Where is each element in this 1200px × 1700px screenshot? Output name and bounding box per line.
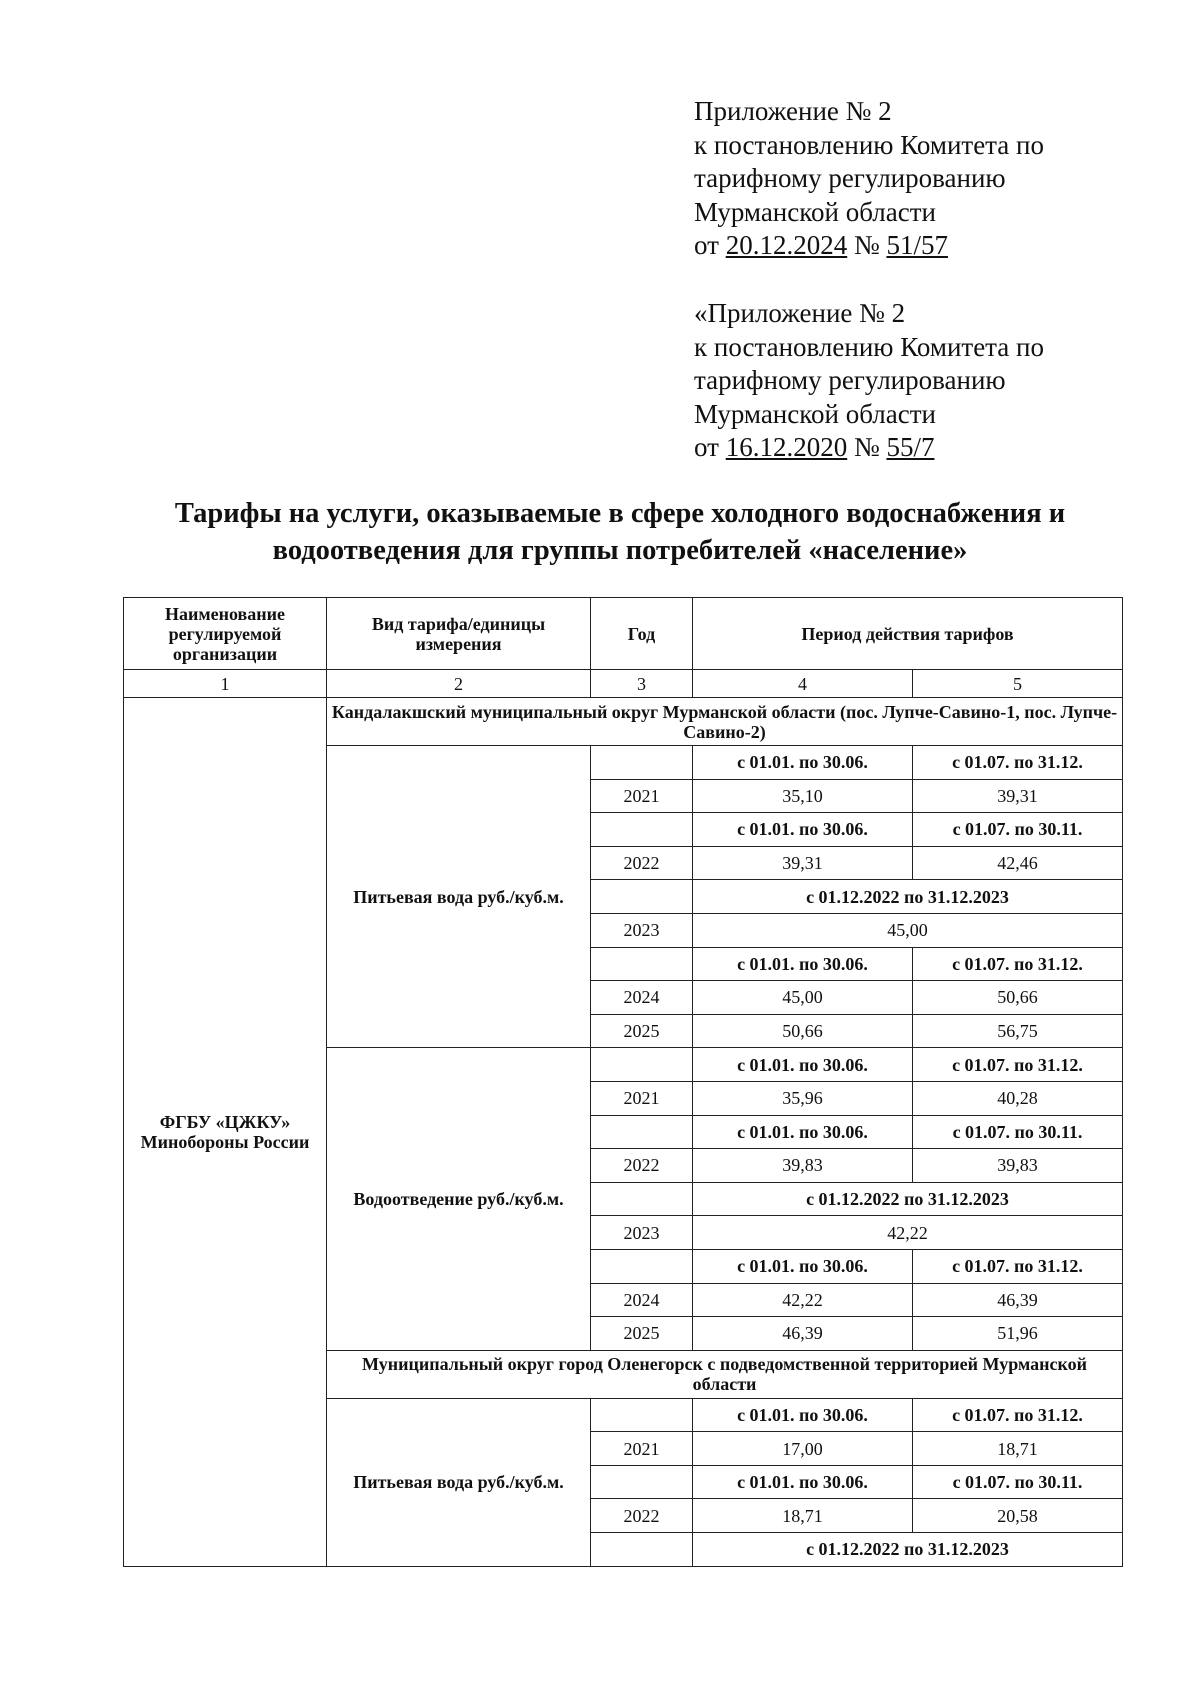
tariff-value: 42,22 bbox=[693, 1216, 1123, 1250]
tariff-value: 56,75 bbox=[913, 1014, 1123, 1048]
title-line-2: водоотведения для группы потребителей «население» bbox=[272, 535, 968, 566]
decree-number: 51/57 bbox=[886, 230, 948, 260]
title-line-1: Тарифы на услуги, оказываемые в сфере холодного водоснабжения и bbox=[174, 498, 1066, 529]
organization-name: ФГБУ «ЦЖКУ» Минобороны России bbox=[124, 698, 327, 1567]
period-cell: с 01.12.2022 по 31.12.2023 bbox=[693, 1533, 1123, 1567]
tariff-value: 42,22 bbox=[693, 1283, 913, 1317]
tariff-value: 18,71 bbox=[693, 1499, 913, 1533]
service-name: Водоотведение руб./куб.м. bbox=[327, 1048, 591, 1350]
header-org: Наименование регулируемой организации bbox=[124, 598, 327, 670]
period-cell: с 01.07. по 31.12. bbox=[913, 1249, 1123, 1283]
period-cell: с 01.01. по 30.06. bbox=[693, 1398, 913, 1432]
year-cell bbox=[591, 813, 693, 847]
header-year: Год bbox=[591, 598, 693, 670]
service-name: Питьевая вода руб./куб.м. bbox=[327, 1398, 591, 1566]
period-cell: с 01.01. по 30.06. bbox=[693, 1465, 913, 1499]
column-number: 3 bbox=[591, 670, 693, 698]
appendix-date-line bbox=[694, 229, 1044, 263]
region-row bbox=[124, 698, 1123, 746]
tariff-value: 35,96 bbox=[693, 1081, 913, 1115]
year-cell: 2023 bbox=[591, 913, 693, 947]
appendix-line: к постановлению Комитета по bbox=[694, 331, 1044, 362]
appendix-header-current bbox=[694, 95, 1044, 263]
year-cell: 2021 bbox=[591, 779, 693, 813]
year-cell bbox=[591, 1249, 693, 1283]
year-cell: 2021 bbox=[591, 1432, 693, 1466]
period-cell: с 01.07. по 30.11. bbox=[913, 813, 1123, 847]
appendix-line: тарифному регулированию bbox=[694, 365, 1006, 395]
period-cell: с 01.07. по 31.12. bbox=[913, 1398, 1123, 1432]
appendix-line: Приложение № 2 bbox=[694, 96, 892, 126]
appendix-date-line bbox=[694, 431, 1044, 465]
period-cell: с 01.01. по 30.06. bbox=[693, 813, 913, 847]
year-cell bbox=[591, 1115, 693, 1149]
tariff-value: 40,28 bbox=[913, 1081, 1123, 1115]
column-number: 2 bbox=[327, 670, 591, 698]
tariff-table bbox=[123, 597, 1123, 1567]
tariff-value: 20,58 bbox=[913, 1499, 1123, 1533]
year-cell: 2024 bbox=[591, 981, 693, 1015]
column-number: 5 bbox=[913, 670, 1123, 698]
period-cell: с 01.01. по 30.06. bbox=[693, 746, 913, 780]
tariff-value: 39,83 bbox=[693, 1149, 913, 1183]
column-number-row bbox=[124, 670, 1123, 698]
appendix-line: к постановлению Комитета по bbox=[694, 129, 1044, 160]
year-cell bbox=[591, 880, 693, 914]
service-name: Питьевая вода руб./куб.м. bbox=[327, 746, 591, 1048]
year-cell: 2025 bbox=[591, 1317, 693, 1351]
appendix-line: Мурманской области bbox=[694, 196, 936, 227]
tariff-value: 45,00 bbox=[693, 981, 913, 1015]
year-cell: 2025 bbox=[591, 1014, 693, 1048]
tariff-value: 46,39 bbox=[693, 1317, 913, 1351]
period-cell: с 01.12.2022 по 31.12.2023 bbox=[693, 880, 1123, 914]
region-name: Кандалакшский муниципальный округ Мурманской области (пос. Лупче-Савино-1, пос. Лупче-Савино-2) bbox=[327, 698, 1123, 746]
column-number: 1 bbox=[124, 670, 327, 698]
tariff-value: 39,83 bbox=[913, 1149, 1123, 1183]
header-tariff-type: Вид тарифа/единицы измерения bbox=[327, 598, 591, 670]
tariff-value: 42,46 bbox=[913, 846, 1123, 880]
year-cell: 2023 bbox=[591, 1216, 693, 1250]
header-row bbox=[124, 598, 1123, 670]
year-cell bbox=[591, 1465, 693, 1499]
year-cell bbox=[591, 1533, 693, 1567]
year-cell: 2024 bbox=[591, 1283, 693, 1317]
tariff-value: 39,31 bbox=[693, 846, 913, 880]
document-title bbox=[120, 495, 1120, 569]
date-prefix: от bbox=[694, 432, 719, 462]
tariff-value: 50,66 bbox=[913, 981, 1123, 1015]
period-cell: с 01.01. по 30.06. bbox=[693, 1115, 913, 1149]
year-cell bbox=[591, 746, 693, 780]
year-cell bbox=[591, 1048, 693, 1082]
decree-date: 20.12.2024 bbox=[725, 230, 848, 260]
tariff-value: 39,31 bbox=[913, 779, 1123, 813]
decree-date: 16.12.2020 bbox=[725, 432, 848, 462]
tariff-value: 18,71 bbox=[913, 1432, 1123, 1466]
year-cell: 2022 bbox=[591, 1499, 693, 1533]
period-cell: с 01.07. по 31.12. bbox=[913, 947, 1123, 981]
decree-number: 55/7 bbox=[886, 432, 935, 462]
tariff-value: 50,66 bbox=[693, 1014, 913, 1048]
region-name: Муниципальный округ город Оленегорск с подведомственной территорией Мурманской области bbox=[327, 1350, 1123, 1398]
year-cell: 2022 bbox=[591, 1149, 693, 1183]
tariff-value: 51,96 bbox=[913, 1317, 1123, 1351]
year-cell bbox=[591, 1398, 693, 1432]
tariff-value: 35,10 bbox=[693, 779, 913, 813]
period-cell: с 01.01. по 30.06. bbox=[693, 1249, 913, 1283]
number-prefix: № bbox=[853, 432, 880, 462]
period-cell: с 01.07. по 30.11. bbox=[913, 1465, 1123, 1499]
date-prefix: от bbox=[694, 230, 719, 260]
appendix-line: «Приложение № 2 bbox=[694, 298, 906, 328]
appendix-line: тарифному регулированию bbox=[694, 163, 1006, 193]
tariff-table-body bbox=[124, 598, 1123, 1567]
year-cell bbox=[591, 1182, 693, 1216]
year-cell bbox=[591, 947, 693, 981]
year-cell: 2021 bbox=[591, 1081, 693, 1115]
appendix-header-original bbox=[694, 297, 1044, 465]
number-prefix: № bbox=[853, 230, 880, 260]
tariff-value: 45,00 bbox=[693, 913, 1123, 947]
tariff-value: 46,39 bbox=[913, 1283, 1123, 1317]
period-cell: с 01.07. по 31.12. bbox=[913, 746, 1123, 780]
period-cell: с 01.01. по 30.06. bbox=[693, 947, 913, 981]
column-number: 4 bbox=[693, 670, 913, 698]
tariff-value: 17,00 bbox=[693, 1432, 913, 1466]
period-cell: с 01.07. по 30.11. bbox=[913, 1115, 1123, 1149]
period-cell: с 01.07. по 31.12. bbox=[913, 1048, 1123, 1082]
appendix-line: Мурманской области bbox=[694, 398, 936, 429]
period-cell: с 01.12.2022 по 31.12.2023 bbox=[693, 1182, 1123, 1216]
period-cell: с 01.01. по 30.06. bbox=[693, 1048, 913, 1082]
year-cell: 2022 bbox=[591, 846, 693, 880]
header-period: Период действия тарифов bbox=[693, 598, 1123, 670]
